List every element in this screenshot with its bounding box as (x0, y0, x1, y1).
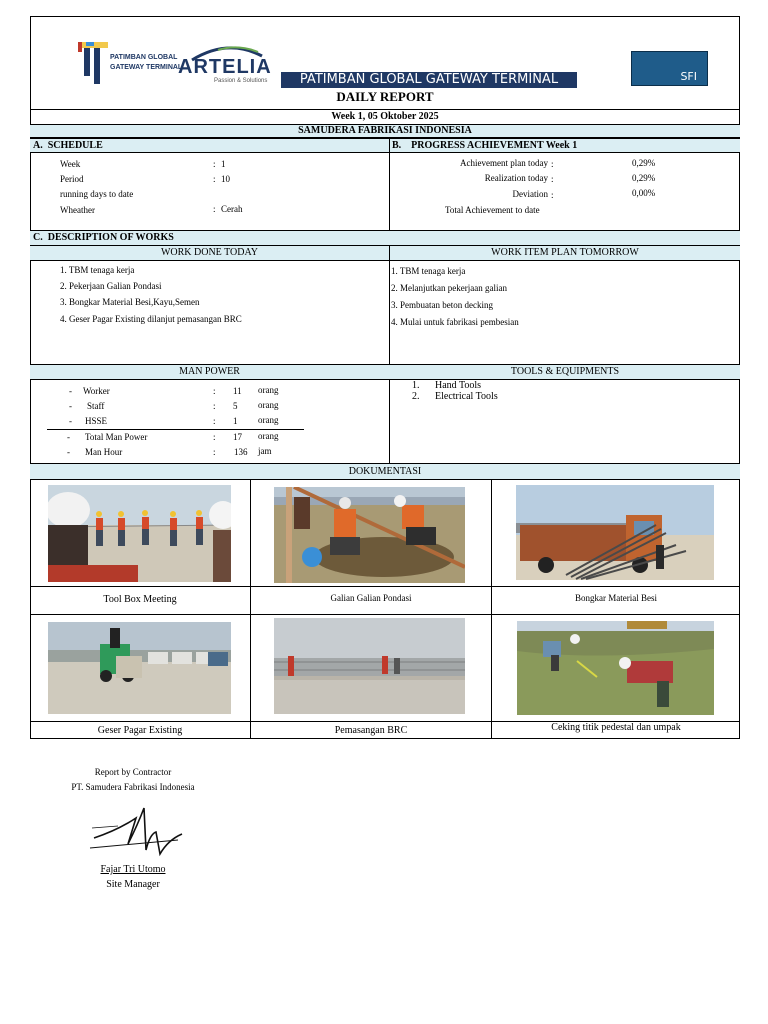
schedule-label: Wheather (60, 205, 95, 215)
manpower-dash: - (67, 432, 70, 442)
tools-list (412, 380, 712, 402)
photo-tool-box-meeting (48, 485, 231, 582)
schedule-label: running days to date (60, 189, 134, 199)
photo-pemasangan-brc (274, 618, 465, 714)
progress-value: 0,29% (632, 158, 656, 168)
schedule-row-period (60, 174, 380, 186)
work-done-today-heading: WORK DONE TODAY (160, 247, 259, 258)
signature-name: Fajar Tri Utomo (100, 864, 166, 875)
manpower-unit: orang (258, 415, 279, 425)
list-item: 2. Melanjutkan pekerjaan galian (391, 283, 507, 293)
schedule-label: Week (60, 159, 81, 169)
manpower-dash: - (69, 401, 72, 411)
manpower-value: 17 (233, 432, 242, 442)
manpower-value: 1 (233, 416, 238, 426)
manpower-value: 5 (233, 401, 238, 411)
work-plan-list (391, 266, 731, 334)
list-item (412, 380, 712, 391)
photo-ceking-titik (517, 621, 714, 715)
company-band (30, 124, 740, 138)
manpower-row-total (67, 431, 327, 443)
caption-tool-box-meeting: Tool Box Meeting (103, 594, 177, 605)
manpower-colon: : (213, 386, 216, 396)
schedule-value: 10 (221, 174, 230, 184)
tool-name: Electrical Tools (435, 391, 498, 402)
manpower-value: 136 (234, 447, 248, 457)
manpower-row-hsse (67, 415, 327, 427)
progress-label: Total Achievement to date (445, 205, 540, 215)
list-item (412, 391, 712, 402)
list-item: 3. Bongkar Material Besi,Kayu,Semen (60, 297, 200, 307)
tools-heading: TOOLS & EQUIPMENTS (510, 366, 620, 377)
caption-pemasangan-brc: Pemasangan BRC (334, 725, 408, 736)
tool-name: Hand Tools (435, 380, 482, 391)
schedule-row-week (60, 159, 380, 171)
manpower-dash: - (69, 386, 72, 396)
progress-row-realization (392, 173, 732, 185)
manpower-colon: : (213, 432, 216, 442)
documentation-heading: DOKUMENTASI (348, 466, 422, 477)
schedule-row-running-days (60, 189, 380, 201)
manpower-label: Total Man Power (85, 432, 148, 442)
progress-label: Deviation (512, 189, 548, 199)
artelia-wordmark: ARTELIA (178, 56, 272, 78)
manpower-colon: : (213, 416, 216, 426)
pgt-logo-line2: GATEWAY TERMINAL (110, 64, 183, 71)
list-item: 4. Geser Pagar Existing dilanjut pemasangan BRC (60, 314, 242, 324)
progress-colon: : (551, 190, 554, 200)
photo-bongkar-material-besi (516, 485, 714, 580)
manpower-dash: - (67, 447, 70, 457)
photo-geser-pagar-existing-image (48, 622, 231, 714)
list-item: 1. TBM tenaga kerja (60, 265, 135, 275)
progress-row-plan (392, 158, 732, 170)
progress-colon: : (551, 174, 554, 184)
manpower-value: 11 (233, 386, 242, 396)
signature-mark (88, 804, 188, 860)
progress-label: Achievement plan today (460, 158, 548, 168)
photo-tool-box-meeting-image (48, 485, 231, 582)
list-item: 2. Pekerjaan Galian Pondasi (60, 281, 162, 291)
photo-bongkar-material-besi-image (516, 485, 714, 580)
schedule-label: Period (60, 174, 84, 184)
progress-heading: B. PROGRESS ACHIEVEMENT Week 1 (392, 140, 578, 151)
manpower-label: Staff (87, 401, 105, 411)
photo-pemasangan-brc-image (274, 618, 465, 714)
caption-ceking-titik: Ceking titik pedestal dan umpak (551, 722, 681, 733)
week-date: Week 1, 05 Oktober 2025 (331, 111, 439, 122)
documentation-band (30, 463, 740, 480)
schedule-row-weather (60, 205, 380, 217)
progress-row-total (392, 205, 732, 217)
caption-bongkar-material: Bongkar Material Besi (575, 593, 657, 603)
manpower-row-staff (67, 400, 327, 412)
progress-colon: : (551, 159, 554, 169)
progress-label: Realization today (484, 173, 548, 183)
tool-number: 1. (412, 380, 420, 391)
report-title: DAILY REPORT (336, 89, 434, 104)
progress-row-deviation (392, 189, 732, 201)
list-item: 3. Pembuatan beton decking (391, 300, 493, 310)
manpower-unit: orang (258, 385, 279, 395)
signature-line2: PT. Samudera Fabrikasi Indonesia (71, 782, 195, 792)
manpower-colon: : (213, 447, 216, 457)
list-item: 4. Mulai untuk fabrikasi pembesian (391, 317, 519, 327)
manpower-label: Worker (83, 386, 110, 396)
works-heading-band (30, 231, 740, 246)
manpower-unit: orang (258, 400, 279, 410)
schedule-colon: : (213, 204, 216, 214)
photo-ceking-titik-image (517, 621, 714, 715)
schedule-colon: : (213, 174, 216, 184)
schedule-progress-band (30, 138, 740, 153)
manpower-row-manhour (67, 446, 327, 458)
schedule-value: 1 (221, 159, 226, 169)
photo-geser-pagar-existing (48, 622, 231, 714)
manpower-row-worker (67, 385, 327, 397)
work-done-list (60, 265, 380, 330)
progress-value: 0,00% (632, 188, 656, 198)
manpower-unit: orang (258, 431, 279, 441)
caption-galian-pondasi: Galian Galian Pondasi (330, 593, 412, 603)
manpower-colon: : (213, 401, 216, 411)
works-heading: C. DESCRIPTION OF WORKS (33, 232, 174, 243)
manpower-dash: - (69, 416, 72, 426)
list-item: 1. TBM tenaga kerja (391, 266, 466, 276)
manpower-heading: MAN POWER (179, 366, 240, 377)
artelia-tagline: Passion & Solutions (214, 78, 268, 84)
schedule-colon: : (213, 159, 216, 169)
photo-galian-pondasi (274, 487, 465, 583)
photo-galian-pondasi-image (274, 487, 465, 583)
project-title: PATIMBAN GLOBAL GATEWAY TERMINAL (299, 72, 559, 87)
manpower-label: Man Hour (85, 447, 123, 457)
manpower-label: HSSE (85, 416, 108, 426)
signature-line1: Report by Contractor (94, 767, 172, 777)
caption-geser-pagar: Geser Pagar Existing (97, 725, 183, 736)
signature-role: Site Manager (106, 879, 160, 890)
tool-number: 2. (412, 391, 420, 402)
schedule-heading: A. SCHEDULE (33, 140, 103, 151)
progress-value: 0,29% (632, 173, 656, 183)
work-plan-tomorrow-heading: WORK ITEM PLAN TOMORROW (491, 247, 639, 258)
sfi-label: SFI (680, 70, 697, 83)
schedule-value: Cerah (221, 204, 243, 214)
pgt-logo-line1: PATIMBAN GLOBAL (110, 54, 178, 61)
company-name: SAMUDERA FABRIKASI INDONESIA (298, 125, 472, 136)
manpower-unit: jam (258, 446, 272, 456)
